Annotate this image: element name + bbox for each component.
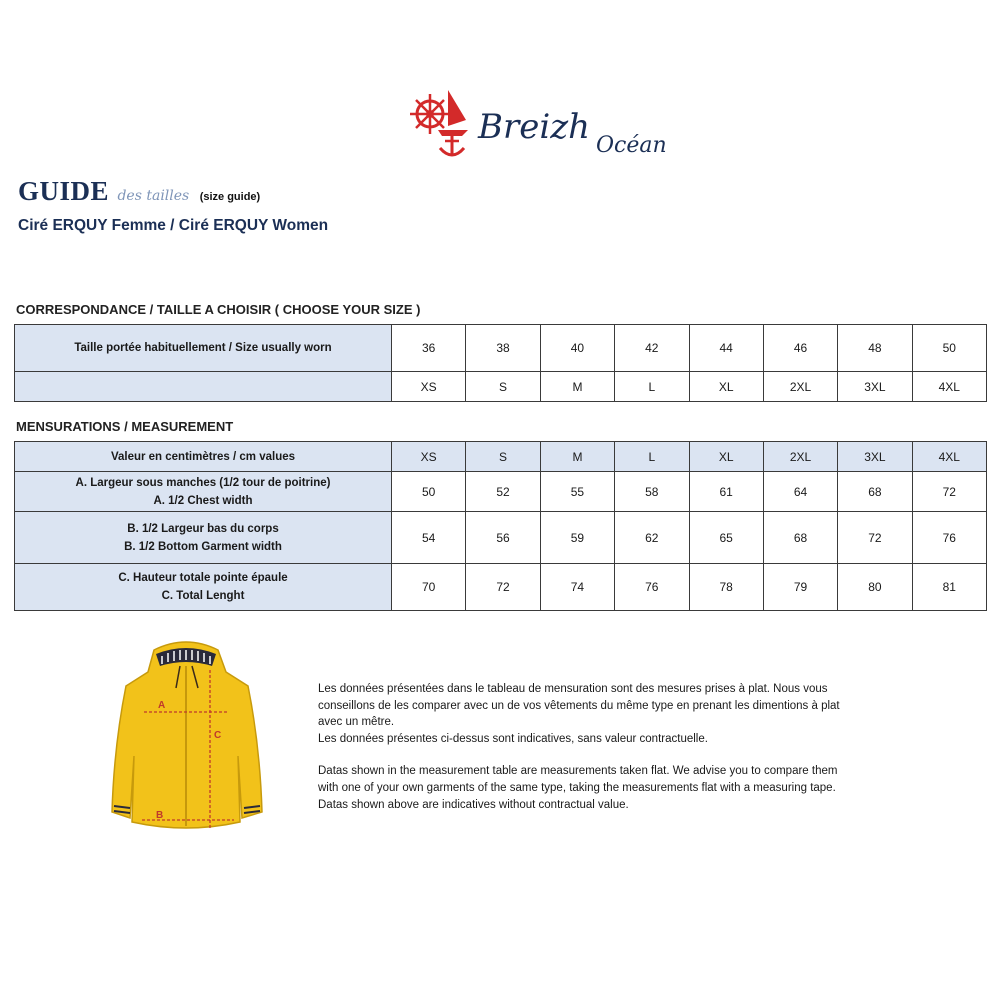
- table-row: [15, 325, 987, 372]
- value-cell: 68: [763, 512, 837, 564]
- letter-cell: 4XL: [912, 372, 986, 402]
- measure-letter-b: B: [156, 810, 164, 821]
- value-cell: 72: [838, 512, 912, 564]
- column-header: 4XL: [912, 442, 986, 472]
- value-cell: 52: [466, 472, 540, 512]
- brand-logo: [408, 86, 698, 166]
- column-header: 2XL: [763, 442, 837, 472]
- value-cell: 70: [392, 564, 466, 611]
- value-cell: 72: [912, 472, 986, 512]
- letter-cell: 2XL: [763, 372, 837, 402]
- value-cell: 81: [912, 564, 986, 611]
- guide-small: (size guide): [199, 191, 261, 203]
- guide-heading: [18, 176, 260, 207]
- value-cell: 72: [466, 564, 540, 611]
- column-header: L: [615, 442, 689, 472]
- jacket-illustration: [106, 636, 268, 834]
- column-header: XL: [689, 442, 763, 472]
- letter-cell: XS: [392, 372, 466, 402]
- correspondence-title: CORRESPONDANCE / TAILLE A CHOISIR ( CHOOSE YOUR SIZE ): [16, 302, 421, 317]
- guide-script: des tailles: [117, 188, 190, 204]
- guide-word: GUIDE: [18, 176, 110, 206]
- size-cell: 36: [392, 325, 466, 372]
- value-cell: 65: [689, 512, 763, 564]
- letter-cell: 3XL: [838, 372, 912, 402]
- value-cell: 76: [615, 564, 689, 611]
- size-cell: 46: [763, 325, 837, 372]
- row-label-fr: C. Hauteur totale pointe épaule: [118, 572, 288, 584]
- size-worn-label: Taille portée habituellement / Size usually worn: [15, 325, 392, 372]
- value-cell: 50: [392, 472, 466, 512]
- table-row: [15, 564, 987, 611]
- size-cell: 50: [912, 325, 986, 372]
- value-cell: 55: [540, 472, 614, 512]
- cm-values-label: Valeur en centimètres / cm values: [15, 442, 392, 472]
- letter-cell: XL: [689, 372, 763, 402]
- jacket-body: [112, 642, 262, 828]
- value-cell: 79: [763, 564, 837, 611]
- brand-name-part2: Océan: [596, 133, 667, 158]
- note-line: Datas shown in the measurement table are measurements taken flat. We advise you to compare them: [318, 765, 838, 778]
- measure-letter-a: A: [158, 700, 166, 711]
- value-cell: 61: [689, 472, 763, 512]
- row-label-en: C. Total Lenght: [161, 590, 245, 602]
- letter-cell: S: [466, 372, 540, 402]
- measure-letter-c: C: [214, 730, 222, 741]
- row-label: [15, 512, 392, 564]
- product-subtitle: Ciré ERQUY Femme / Ciré ERQUY Women: [18, 217, 329, 234]
- value-cell: 74: [540, 564, 614, 611]
- value-cell: 78: [689, 564, 763, 611]
- size-cell: 40: [540, 325, 614, 372]
- value-cell: 62: [615, 512, 689, 564]
- table-row: [15, 472, 987, 512]
- value-cell: 80: [838, 564, 912, 611]
- letter-cell: L: [615, 372, 689, 402]
- size-cell: 48: [838, 325, 912, 372]
- value-cell: 76: [912, 512, 986, 564]
- measurement-table: [14, 441, 987, 611]
- value-cell: 56: [466, 512, 540, 564]
- column-header: XS: [392, 442, 466, 472]
- note-line: avec un mêtre.: [318, 716, 395, 729]
- note-line: Les données présentes ci-dessus sont indicatives, sans valeur contractuelle.: [318, 732, 708, 745]
- column-header: 3XL: [838, 442, 912, 472]
- correspondence-table: [14, 324, 987, 402]
- table-row: [15, 442, 987, 472]
- measurement-notes: [318, 681, 918, 813]
- value-cell: 68: [838, 472, 912, 512]
- value-cell: 64: [763, 472, 837, 512]
- letter-cell: M: [540, 372, 614, 402]
- note-line: Les données présentées dans le tableau de mensuration sont des mesures prises à plat. Nous vous: [318, 683, 828, 695]
- row-label: [15, 472, 392, 512]
- ship-wheel-anchor-icon: [410, 90, 468, 156]
- note-line: Datas shown above are indicatives without contractual value.: [318, 798, 629, 811]
- empty-label-cell: [15, 372, 392, 402]
- table-row: [15, 372, 987, 402]
- note-line: conseillons de les comparer avec un de vos vêtements du même type en prenant les dimentions à plat: [318, 699, 840, 712]
- size-cell: 42: [615, 325, 689, 372]
- value-cell: 54: [392, 512, 466, 564]
- value-cell: 59: [540, 512, 614, 564]
- row-label: [15, 564, 392, 611]
- column-header: S: [466, 442, 540, 472]
- table-row: [15, 512, 987, 564]
- column-header: M: [540, 442, 614, 472]
- measurement-title: MENSURATIONS / MEASUREMENT: [16, 419, 234, 434]
- value-cell: 58: [615, 472, 689, 512]
- row-label-en: B. 1/2 Bottom Garment width: [124, 540, 282, 553]
- row-label-en: A. 1/2 Chest width: [153, 494, 253, 507]
- row-label-fr: B. 1/2 Largeur bas du corps: [127, 522, 279, 535]
- row-label-fr: A. Largeur sous manches (1/2 tour de poitrine): [75, 476, 331, 489]
- note-line: with one of your own garments of the same type, taking the measurements flat with a measuring tape.: [318, 781, 836, 794]
- brand-name-part1: Breizh: [478, 107, 591, 147]
- size-cell: 44: [689, 325, 763, 372]
- size-cell: 38: [466, 325, 540, 372]
